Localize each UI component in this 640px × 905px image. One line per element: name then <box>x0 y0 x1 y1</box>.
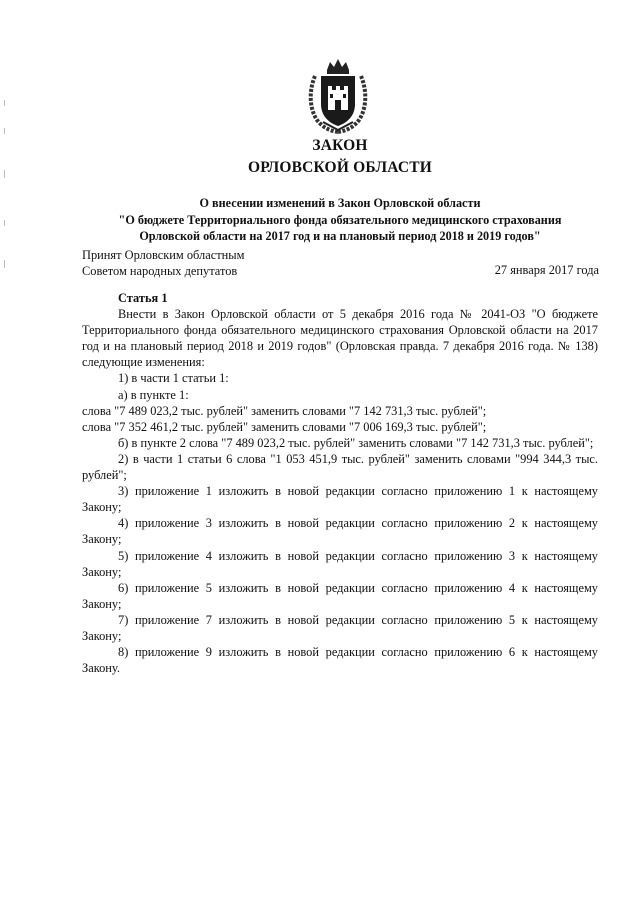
article-paragraph: 5) приложение 4 изложить в новой редакции согласно приложению 3 к настоящему Закону; <box>82 548 598 579</box>
document-title: ЗАКОН <box>312 137 368 154</box>
article-paragraph: б) в пункте 2 слова "7 489 023,2 тыс. рублей" заменить словами "7 142 731,3 тыс. рублей"; <box>118 435 594 450</box>
article-paragraph: а) в пункте 1: <box>118 387 189 402</box>
law-subject-line: Орловской области на 2017 год и на плановый период 2018 и 2019 годов" <box>139 229 541 243</box>
article-paragraph: 8) приложение 9 изложить в новой редакции согласно приложению 6 к настоящему Закону. <box>82 645 598 676</box>
article-paragraph: слова "7 352 461,2 тыс. рублей" заменить словами "7 006 169,3 тыс. рублей"; <box>82 419 487 434</box>
article-body <box>82 290 598 676</box>
article-paragraph: 7) приложение 7 изложить в новой редакции согласно приложению 5 к настоящему Закону; <box>82 612 598 643</box>
margin-marks <box>4 100 6 280</box>
adoption-note <box>82 247 244 279</box>
law-subject-line: О внесении изменений в Закон Орловской области <box>199 196 481 210</box>
law-subject-line: "О бюджете Территориального фонда обязательного медицинского страхования <box>118 212 562 227</box>
article-paragraph: 1) в части 1 статьи 1: <box>118 371 229 386</box>
law-subject <box>95 195 585 245</box>
article-paragraph: слова "7 489 023,2 тыс. рублей" заменить словами "7 142 731,3 тыс. рублей"; <box>82 403 487 418</box>
article-paragraph: 3) приложение 1 изложить в новой редакции согласно приложению 1 к настоящему Закону; <box>82 484 598 515</box>
article-paragraph: 6) приложение 5 изложить в новой редакции согласно приложению 4 к настоящему Закону; <box>82 580 598 611</box>
article-heading: Статья 1 <box>118 291 168 305</box>
article-paragraph: Внести в Закон Орловской области от 5 декабря 2016 года № 2041-ОЗ "О бюджете Территориального фонда обязательного медицинского страхования Орловской области на 2017 год и на плановый период 2018 и 2019 годов" (Орловская правда. 7 декабря 2016 года. № 138) следующие изменения: <box>82 307 598 370</box>
article-paragraph: 4) приложение 3 изложить в новой редакции согласно приложению 2 к настоящему Закону; <box>82 516 598 547</box>
adoption-date: 27 января 2017 года <box>494 263 599 277</box>
document-region: ОРЛОВСКОЙ ОБЛАСТИ <box>247 159 433 176</box>
adoption-line: Советом народных депутатов <box>82 264 238 278</box>
coat-of-arms-icon <box>305 56 371 134</box>
article-paragraph: 2) в части 1 статьи 6 слова "1 053 451,9 тыс. рублей" заменить словами "994 344,3 тыс. рублей"; <box>82 451 598 483</box>
adoption-line: Принят Орловским областным <box>82 248 245 262</box>
